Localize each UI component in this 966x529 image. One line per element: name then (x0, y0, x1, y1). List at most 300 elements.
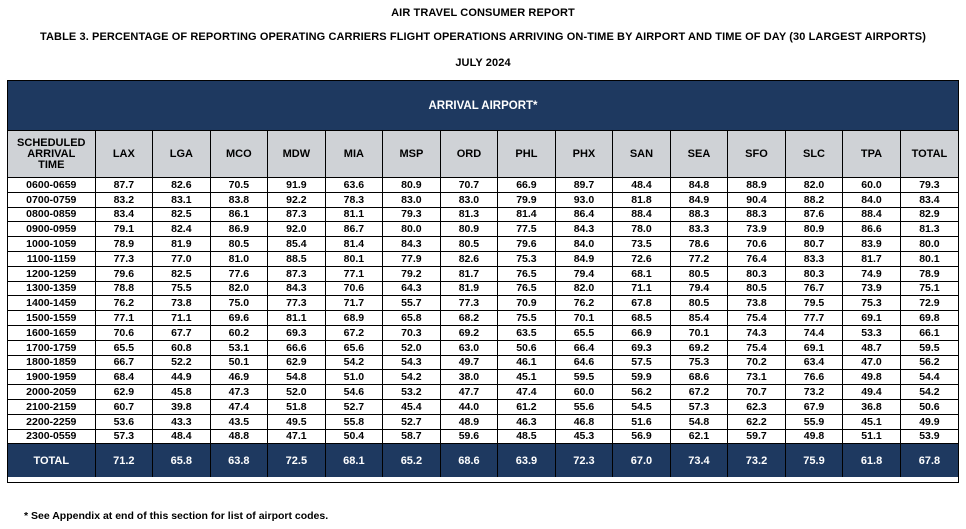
table-cell: 65.8 (383, 311, 441, 325)
table-cell: 49.8 (843, 370, 901, 384)
table-cell: 76.5 (498, 267, 556, 281)
table-cell: 53.2 (383, 385, 441, 399)
table-cell: 83.4 (96, 208, 154, 222)
row-time: 2300-0559 (8, 430, 96, 444)
table-cell: 67.8 (613, 296, 671, 310)
total-row (8, 444, 958, 477)
table-cell: 78.9 (919, 267, 940, 280)
table-cell: 59.9 (613, 370, 671, 384)
table-cell: 82.0 (211, 282, 269, 296)
table-row (8, 267, 958, 282)
table-cell: 69.2 (671, 341, 729, 355)
table-cell: 74.3 (728, 326, 786, 340)
table-cell: 36.8 (843, 400, 901, 414)
table-cell: 66.9 (498, 178, 556, 192)
table-cell: 82.0 (556, 282, 614, 296)
table-cell: 53.1 (211, 341, 269, 355)
table-cell: 55.9 (786, 415, 844, 429)
table-cell: 81.9 (153, 237, 211, 251)
table-cell: 88.3 (728, 208, 786, 222)
total-label: TOTAL (8, 444, 96, 477)
table-cell: 45.1 (498, 370, 556, 384)
table-cell: 57.3 (96, 430, 154, 444)
table-cell: 50.4 (326, 430, 384, 444)
table-cell: 80.5 (211, 237, 269, 251)
table-cell: 59.7 (728, 430, 786, 444)
table-cell: 90.4 (728, 193, 786, 207)
table-cell: 66.6 (268, 341, 326, 355)
table-cell: 88.5 (268, 252, 326, 266)
table-cell: 79.5 (786, 296, 844, 310)
table-cell: 48.7 (843, 341, 901, 355)
table-cell: 62.9 (96, 385, 154, 399)
table-cell: 78.9 (96, 237, 154, 251)
table-cell: 45.3 (556, 430, 614, 444)
table-cell: 87.7 (96, 178, 154, 192)
table-cell: 77.3 (96, 252, 154, 266)
table-cell: 70.1 (556, 311, 614, 325)
table-row (8, 193, 958, 208)
table-cell: 52.0 (268, 385, 326, 399)
row-time: 1200-1259 (8, 267, 96, 281)
table-cell: 49.7 (441, 356, 499, 370)
table-row (8, 356, 958, 371)
table-cell: 75.1 (919, 282, 940, 295)
total-cell: 65.2 (383, 444, 441, 477)
table-cell: 53.9 (919, 430, 940, 443)
total-cell: 72.5 (268, 444, 326, 477)
table-cell: 54.2 (383, 370, 441, 384)
table-cell: 76.4 (728, 252, 786, 266)
table-cell: 48.9 (441, 415, 499, 429)
table-cell: 49.9 (919, 415, 940, 428)
row-time: 0800-0859 (8, 208, 96, 222)
table-cell: 51.6 (613, 415, 671, 429)
table-cell: 68.1 (613, 267, 671, 281)
table-cell: 67.2 (671, 385, 729, 399)
table-cell: 64.3 (383, 282, 441, 296)
table-cell: 92.2 (268, 193, 326, 207)
total-cell: 73.4 (671, 444, 729, 477)
table-cell: 56.2 (919, 356, 940, 369)
table-cell: 80.5 (671, 267, 729, 281)
table-cell: 54.4 (919, 371, 940, 384)
table-cell: 79.4 (556, 267, 614, 281)
table-cell: 69.3 (613, 341, 671, 355)
table-cell: 77.1 (96, 311, 154, 325)
table-cell: 45.8 (153, 385, 211, 399)
total-cell: 63.9 (498, 444, 556, 477)
table-cell: 80.0 (383, 222, 441, 236)
table-cell: 75.0 (211, 296, 269, 310)
table-cell: 60.2 (211, 326, 269, 340)
table-cell: 79.3 (383, 208, 441, 222)
table-cell: 72.9 (919, 297, 940, 310)
row-time: 0700-0759 (8, 193, 96, 207)
col-header-scheduled-arrival-time: SCHEDULED ARRIVAL TIME (8, 131, 96, 177)
table-cell: 70.1 (671, 326, 729, 340)
table-cell: 75.4 (728, 311, 786, 325)
table-cell: 69.6 (211, 311, 269, 325)
table-cell: 83.0 (383, 193, 441, 207)
table-cell: 86.9 (211, 222, 269, 236)
total-cell: 68.1 (326, 444, 384, 477)
table-cell: 58.7 (383, 430, 441, 444)
table-cell: 52.0 (383, 341, 441, 355)
table-cell: 76.2 (96, 296, 154, 310)
table-cell: 77.0 (153, 252, 211, 266)
row-time: 1100-1159 (8, 252, 96, 266)
table-cell: 48.8 (211, 430, 269, 444)
table-row (8, 252, 958, 267)
table-cell: 66.1 (919, 326, 940, 339)
table-cell: 86.4 (556, 208, 614, 222)
table-cell: 65.6 (326, 341, 384, 355)
table-cell: 68.5 (613, 311, 671, 325)
table-cell: 50.6 (498, 341, 556, 355)
table-cell: 70.5 (211, 178, 269, 192)
table-cell: 63.6 (326, 178, 384, 192)
table-cell: 83.9 (843, 237, 901, 251)
table-cell: 50.1 (211, 356, 269, 370)
table-cell: 44.0 (441, 400, 499, 414)
table-cell: 54.3 (383, 356, 441, 370)
row-time: 1600-1659 (8, 326, 96, 340)
table-cell: 47.4 (211, 400, 269, 414)
table-row (8, 208, 958, 223)
row-time: 1500-1559 (8, 311, 96, 325)
table-row (8, 430, 958, 445)
total-cell: 71.2 (96, 444, 154, 477)
table-cell: 62.2 (728, 415, 786, 429)
table-cell: 84.8 (671, 178, 729, 192)
table-cell: 47.7 (441, 385, 499, 399)
table-row (8, 311, 958, 326)
table-cell: 80.9 (383, 178, 441, 192)
table-row (8, 341, 958, 356)
total-cell: 67.0 (613, 444, 671, 477)
table-cell: 43.3 (153, 415, 211, 429)
table-cell: 52.7 (326, 400, 384, 414)
col-header-mdw: MDW (268, 131, 326, 177)
row-time: 2200-2259 (8, 415, 96, 429)
table-cell: 79.2 (383, 267, 441, 281)
table-cell: 54.8 (268, 370, 326, 384)
table-cell: 82.6 (153, 178, 211, 192)
table-cell: 82.5 (153, 267, 211, 281)
row-time: 2000-2059 (8, 385, 96, 399)
col-header-mco: MCO (211, 131, 269, 177)
col-header-msp: MSP (383, 131, 441, 177)
table-cell: 70.2 (728, 356, 786, 370)
total-cell: 72.3 (556, 444, 614, 477)
table-cell: 49.5 (268, 415, 326, 429)
table-cell: 56.9 (613, 430, 671, 444)
table-cell: 79.1 (96, 222, 154, 236)
table-cell: 87.3 (268, 267, 326, 281)
table-cell: 63.5 (498, 326, 556, 340)
col-header-ord: ORD (441, 131, 499, 177)
table-cell: 44.9 (153, 370, 211, 384)
table-cell: 78.0 (613, 222, 671, 236)
col-header-sfo: SFO (728, 131, 786, 177)
total-cell: 61.8 (843, 444, 901, 477)
table-cell: 73.8 (153, 296, 211, 310)
table-cell: 78.8 (96, 282, 154, 296)
table-cell: 79.6 (96, 267, 154, 281)
table-cell: 72.6 (613, 252, 671, 266)
table-cell: 67.2 (326, 326, 384, 340)
column-header-row (8, 131, 958, 178)
table-cell: 68.2 (441, 311, 499, 325)
footnote: * See Appendix at end of this section for list of airport codes. (24, 510, 329, 522)
table-cell: 60.0 (843, 178, 901, 192)
table-cell: 83.4 (919, 193, 940, 206)
table-cell: 54.5 (613, 400, 671, 414)
row-time: 1000-1059 (8, 237, 96, 251)
table-cell: 80.5 (441, 237, 499, 251)
table-cell: 64.6 (556, 356, 614, 370)
table-row (8, 400, 958, 415)
table-cell: 87.3 (268, 208, 326, 222)
on-time-table (7, 80, 959, 483)
table-cell: 78.3 (326, 193, 384, 207)
table-cell: 69.8 (919, 312, 940, 325)
col-header-mia: MIA (326, 131, 384, 177)
table-cell: 48.5 (498, 430, 556, 444)
table-cell: 76.7 (786, 282, 844, 296)
table-cell: 47.3 (211, 385, 269, 399)
table-cell: 80.5 (671, 296, 729, 310)
table-cell: 75.5 (153, 282, 211, 296)
table-cell: 61.2 (498, 400, 556, 414)
table-cell: 85.4 (671, 311, 729, 325)
report-period: JULY 2024 (455, 57, 511, 69)
table-cell: 79.3 (919, 178, 940, 191)
table-cell: 38.0 (441, 370, 499, 384)
table-cell: 81.7 (441, 267, 499, 281)
table-cell: 84.0 (843, 193, 901, 207)
table-cell: 54.8 (671, 415, 729, 429)
table-cell: 81.1 (268, 311, 326, 325)
table-cell: 60.0 (556, 385, 614, 399)
table-cell: 57.5 (613, 356, 671, 370)
row-time: 1700-1759 (8, 341, 96, 355)
row-time: 1800-1859 (8, 356, 96, 370)
table-cell: 88.2 (786, 193, 844, 207)
table-cell: 82.4 (153, 222, 211, 236)
table-cell: 77.7 (786, 311, 844, 325)
table-cell: 46.1 (498, 356, 556, 370)
table-cell: 77.9 (383, 252, 441, 266)
table-cell: 71.1 (153, 311, 211, 325)
table-cell: 82.9 (919, 208, 940, 221)
table-cell: 65.5 (556, 326, 614, 340)
table-cell: 74.4 (786, 326, 844, 340)
table-cell: 47.1 (268, 430, 326, 444)
table-cell: 81.4 (326, 237, 384, 251)
table-cell: 53.6 (96, 415, 154, 429)
table-cell: 81.9 (441, 282, 499, 296)
table-cell: 46.3 (498, 415, 556, 429)
table-cell: 54.2 (326, 356, 384, 370)
table-cell: 70.9 (498, 296, 556, 310)
table-cell: 47.0 (843, 356, 901, 370)
table-cell: 80.7 (786, 237, 844, 251)
arrival-airport-banner: ARRIVAL AIRPORT* (8, 81, 958, 131)
table-cell: 86.1 (211, 208, 269, 222)
table-cell: 70.6 (728, 237, 786, 251)
table-cell: 73.1 (728, 370, 786, 384)
table-cell: 67.9 (786, 400, 844, 414)
table-cell: 76.6 (786, 370, 844, 384)
table-row (8, 296, 958, 311)
table-cell: 55.6 (556, 400, 614, 414)
table-cell: 83.0 (441, 193, 499, 207)
table-cell: 80.5 (728, 282, 786, 296)
total-cell: 73.2 (728, 444, 786, 477)
table-cell: 80.9 (786, 222, 844, 236)
table-cell: 45.4 (383, 400, 441, 414)
row-time: 1300-1359 (8, 282, 96, 296)
table-cell: 53.3 (843, 326, 901, 340)
table-cell: 69.1 (786, 341, 844, 355)
table-cell: 73.2 (786, 385, 844, 399)
table-cell: 79.9 (498, 193, 556, 207)
table-cell: 66.9 (613, 326, 671, 340)
table-cell: 77.6 (211, 267, 269, 281)
table-cell: 69.2 (441, 326, 499, 340)
table-cell: 82.5 (153, 208, 211, 222)
table-cell: 84.9 (556, 252, 614, 266)
table-cell: 46.9 (211, 370, 269, 384)
table-cell: 49.4 (843, 385, 901, 399)
table-cell: 63.4 (786, 356, 844, 370)
table-cell: 66.4 (556, 341, 614, 355)
col-header-lga: LGA (153, 131, 211, 177)
table-row (8, 237, 958, 252)
table-cell: 77.3 (268, 296, 326, 310)
table-cell: 70.6 (326, 282, 384, 296)
table-cell: 84.3 (383, 237, 441, 251)
table-cell: 80.3 (728, 267, 786, 281)
table-cell: 70.7 (728, 385, 786, 399)
table-cell: 81.3 (441, 208, 499, 222)
table-cell: 80.1 (326, 252, 384, 266)
table-title: TABLE 3. PERCENTAGE OF REPORTING OPERATING CARRIERS FLIGHT OPERATIONS ARRIVING ON-TIME BY AIRPORT AND TIME OF DAY (30 LARGEST AIRPORTS) (39, 31, 926, 43)
total-cell: 67.8 (918, 454, 941, 467)
table-cell: 69.3 (268, 326, 326, 340)
table-cell: 47.4 (498, 385, 556, 399)
table-cell: 39.8 (153, 400, 211, 414)
table-cell: 80.9 (441, 222, 499, 236)
table-cell: 43.5 (211, 415, 269, 429)
table-cell: 85.4 (268, 237, 326, 251)
table-cell: 87.6 (786, 208, 844, 222)
table-cell: 81.3 (919, 223, 940, 236)
table-cell: 62.9 (268, 356, 326, 370)
col-header-lax: LAX (96, 131, 154, 177)
table-cell: 73.9 (728, 222, 786, 236)
table-cell: 48.4 (153, 430, 211, 444)
table-cell: 63.0 (441, 341, 499, 355)
table-cell: 71.1 (613, 282, 671, 296)
table-cell: 62.3 (728, 400, 786, 414)
table-cell: 59.5 (919, 341, 940, 354)
col-header-tpa: TPA (843, 131, 901, 177)
row-time: 0900-0959 (8, 222, 96, 236)
table-cell: 67.7 (153, 326, 211, 340)
table-cell: 79.6 (498, 237, 556, 251)
table-cell: 82.0 (786, 178, 844, 192)
table-cell: 80.0 (919, 238, 940, 251)
table-cell: 45.1 (843, 415, 901, 429)
table-cell: 81.8 (613, 193, 671, 207)
table-cell: 88.4 (843, 208, 901, 222)
row-time: 0600-0659 (8, 178, 96, 192)
table-cell: 75.3 (498, 252, 556, 266)
table-cell: 84.9 (671, 193, 729, 207)
table-cell: 51.8 (268, 400, 326, 414)
table-cell: 84.0 (556, 237, 614, 251)
table-cell: 84.3 (556, 222, 614, 236)
table-cell: 60.7 (96, 400, 154, 414)
table-cell: 76.2 (556, 296, 614, 310)
table-cell: 69.1 (843, 311, 901, 325)
table-cell: 78.6 (671, 237, 729, 251)
row-time: 1900-1959 (8, 370, 96, 384)
table-cell: 82.6 (441, 252, 499, 266)
table-cell: 60.8 (153, 341, 211, 355)
table-cell: 77.5 (498, 222, 556, 236)
table-cell: 50.6 (919, 400, 940, 413)
table-cell: 54.6 (326, 385, 384, 399)
table-cell: 84.3 (268, 282, 326, 296)
total-cell: 65.8 (153, 444, 211, 477)
table-cell: 66.7 (96, 356, 154, 370)
table-cell: 73.8 (728, 296, 786, 310)
table-cell: 77.2 (671, 252, 729, 266)
table-cell: 76.5 (498, 282, 556, 296)
table-cell: 81.1 (326, 208, 384, 222)
table-cell: 70.3 (383, 326, 441, 340)
table-row (8, 370, 958, 385)
table-cell: 83.2 (96, 193, 154, 207)
table-cell: 83.3 (671, 222, 729, 236)
table-cell: 81.7 (843, 252, 901, 266)
col-header-san: SAN (613, 131, 671, 177)
table-cell: 46.8 (556, 415, 614, 429)
col-header-slc: SLC (786, 131, 844, 177)
table-row (8, 415, 958, 430)
table-cell: 68.9 (326, 311, 384, 325)
total-cell: 75.9 (786, 444, 844, 477)
table-cell: 57.3 (671, 400, 729, 414)
table-cell: 49.8 (786, 430, 844, 444)
col-header-phl: PHL (498, 131, 556, 177)
table-cell: 70.6 (96, 326, 154, 340)
table-cell: 75.3 (671, 356, 729, 370)
table-cell: 80.3 (786, 267, 844, 281)
table-cell: 88.4 (613, 208, 671, 222)
table-cell: 74.9 (843, 267, 901, 281)
report-title: AIR TRAVEL CONSUMER REPORT (391, 7, 575, 19)
table-cell: 91.9 (268, 178, 326, 192)
table-cell: 55.7 (383, 296, 441, 310)
table-cell: 75.4 (728, 341, 786, 355)
table-cell: 93.0 (556, 193, 614, 207)
table-cell: 86.7 (326, 222, 384, 236)
